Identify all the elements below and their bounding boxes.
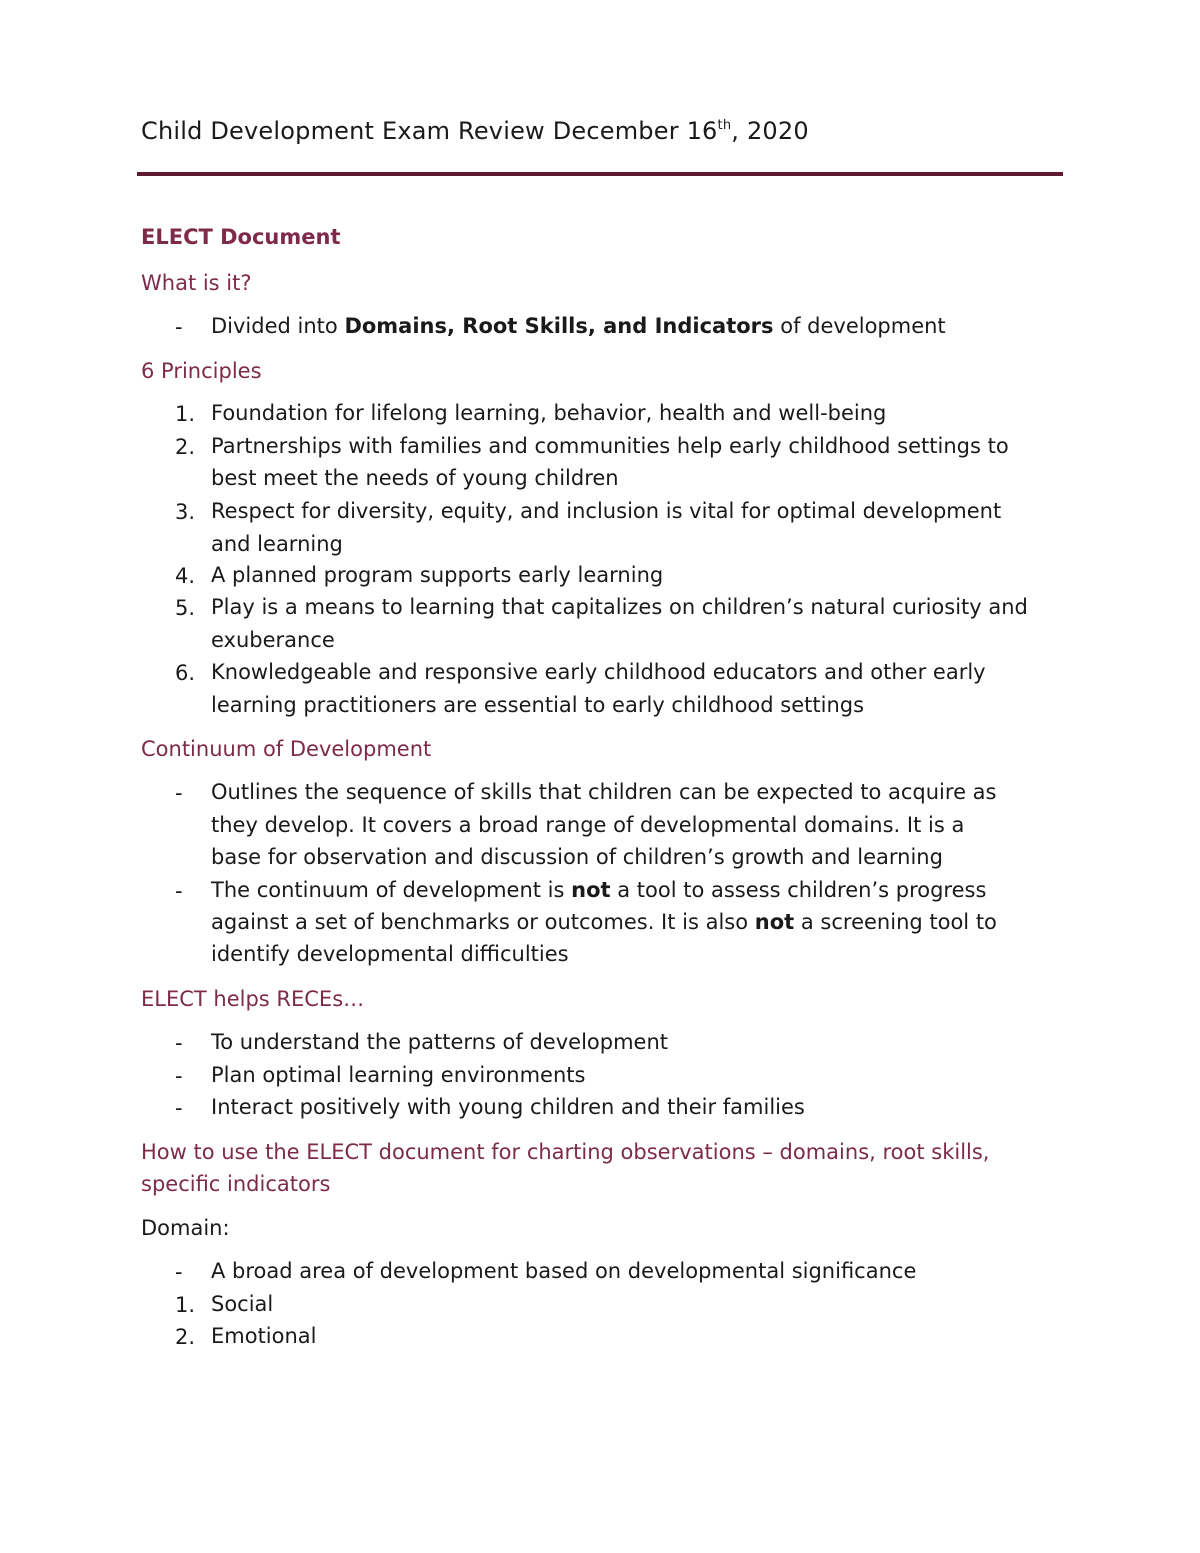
continuum-line: Outlines the sequence of skills that children can be expected to acquire as: [211, 780, 997, 804]
domain-label: Domain:: [141, 1216, 230, 1240]
principle-line: Partnerships with families and communities help early childhood settings to: [211, 434, 1009, 458]
principle-line: learning practitioners are essential to early childhood settings: [211, 693, 865, 717]
principle-line: Respect for diversity, equity, and inclusion is vital for optimal development: [211, 499, 1002, 523]
subheading-principles: 6 Principles: [141, 359, 262, 383]
continuum-line: they develop. It covers a broad range of developmental domains. It is a: [211, 813, 965, 837]
helps-item: Plan optimal learning environments: [211, 1063, 586, 1087]
subheading-how-to-use-line2: specific indicators: [141, 1172, 331, 1196]
subheading-how-to-use-line1: How to use the ELECT document for charting observations – domains, root skills,: [141, 1140, 990, 1164]
bullet-marker: -: [175, 781, 183, 805]
subheading-continuum: Continuum of Development: [141, 737, 432, 761]
bullet-marker: -: [175, 1260, 183, 1284]
principle-number: 3.: [175, 500, 196, 524]
title-divider: [137, 172, 1063, 176]
principle-line: Play is a means to learning that capitalizes on children’s natural curiosity and: [211, 595, 1028, 619]
section-heading-elect-document: ELECT Document: [141, 225, 341, 249]
continuum-line: against a set of benchmarks or outcomes. It is also not a screening tool to: [211, 910, 997, 934]
principle-line: exuberance: [211, 628, 335, 652]
helps-item: Interact positively with young children and their families: [211, 1095, 805, 1119]
principle-line: Foundation for lifelong learning, behavior, health and well-being: [211, 401, 887, 425]
domain-number: 1.: [175, 1293, 196, 1317]
bullet-marker: -: [175, 1064, 183, 1088]
continuum-line: base for observation and discussion of children’s growth and learning: [211, 845, 943, 869]
bullet-marker: -: [175, 1096, 183, 1120]
principle-line: best meet the needs of young children: [211, 466, 619, 490]
subheading-elect-helps: ELECT helps RECEs…: [141, 987, 365, 1011]
subheading-what-is-it: What is it?: [141, 271, 252, 295]
principle-number: 2.: [175, 435, 196, 459]
domain-item: Social: [211, 1292, 274, 1316]
bullet-marker: -: [175, 879, 183, 903]
bullet-marker: -: [175, 1031, 183, 1055]
helps-item: To understand the patterns of development: [211, 1030, 669, 1054]
domain-description: A broad area of development based on developmental significance: [211, 1259, 917, 1283]
principle-number: 1.: [175, 402, 196, 426]
principle-line: A planned program supports early learning: [211, 563, 664, 587]
document-title: Child Development Exam Review December 16th, 2020: [141, 117, 809, 145]
principle-number: 5.: [175, 596, 196, 620]
bullet-marker: -: [175, 315, 183, 339]
principle-number: 6.: [175, 661, 196, 685]
domain-number: 2.: [175, 1325, 196, 1349]
continuum-line: identify developmental difficulties: [211, 942, 569, 966]
domain-item: Emotional: [211, 1324, 317, 1348]
principle-number: 4.: [175, 564, 196, 588]
principle-line: Knowledgeable and responsive early childhood educators and other early: [211, 660, 986, 684]
what-item-text: Divided into Domains, Root Skills, and Indicators of development: [211, 314, 946, 338]
continuum-line: The continuum of development is not a tool to assess children’s progress: [211, 878, 987, 902]
principle-line: and learning: [211, 532, 343, 556]
